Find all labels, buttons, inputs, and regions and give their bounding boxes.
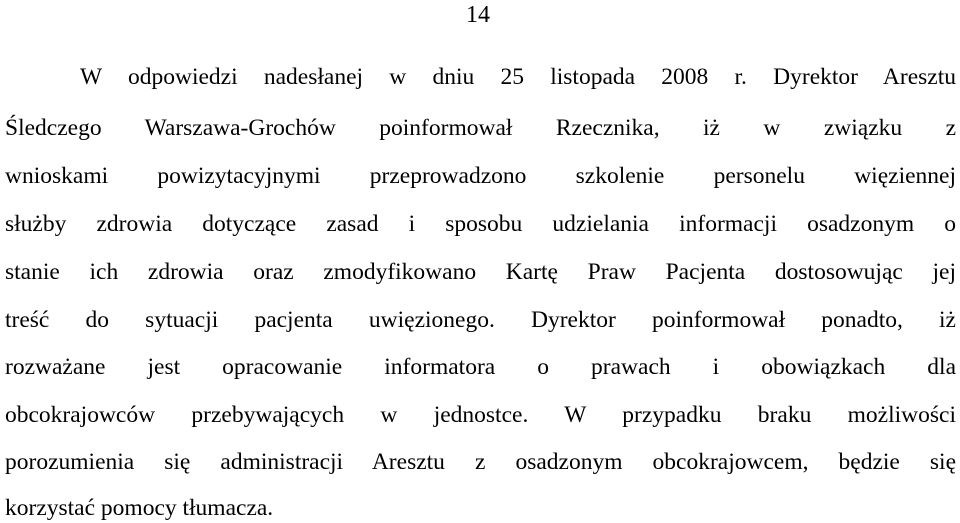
paragraph-line: Śledczego Warszawa-Grochów poinformował Rzecznika, iż w związku z — [5, 115, 956, 141]
paragraph-line: porozumienia się administracji Aresztu z osadzonym obcokrajowcem, będzie się — [5, 449, 956, 475]
page-number: 14 — [466, 2, 490, 28]
paragraph-line: korzystać pomocy tłumacza. — [5, 495, 274, 521]
paragraph-line: stanie ich zdrowia oraz zmodyfikowano Kartę Praw Pacjenta dostosowując jej — [5, 259, 956, 285]
paragraph-line: rozważane jest opracowanie informatora o prawach i obowiązkach dla — [5, 354, 956, 380]
paragraph-line: obcokrajowców przebywających w jednostce. W przypadku braku możliwości — [5, 402, 956, 428]
paragraph-line: W odpowiedzi nadesłanej w dniu 25 listopada 2008 r. Dyrektor Aresztu — [80, 64, 956, 90]
paragraph-line: służby zdrowia dotyczące zasad i sposobu udzielania informacji osadzonym o — [5, 211, 956, 237]
paragraph-line: wnioskami powizytacyjnymi przeprowadzono szkolenie personelu więziennej — [5, 163, 956, 189]
paragraph-line: treść do sytuacji pacjenta uwięzionego. Dyrektor poinformował ponadto, iż — [5, 307, 956, 333]
